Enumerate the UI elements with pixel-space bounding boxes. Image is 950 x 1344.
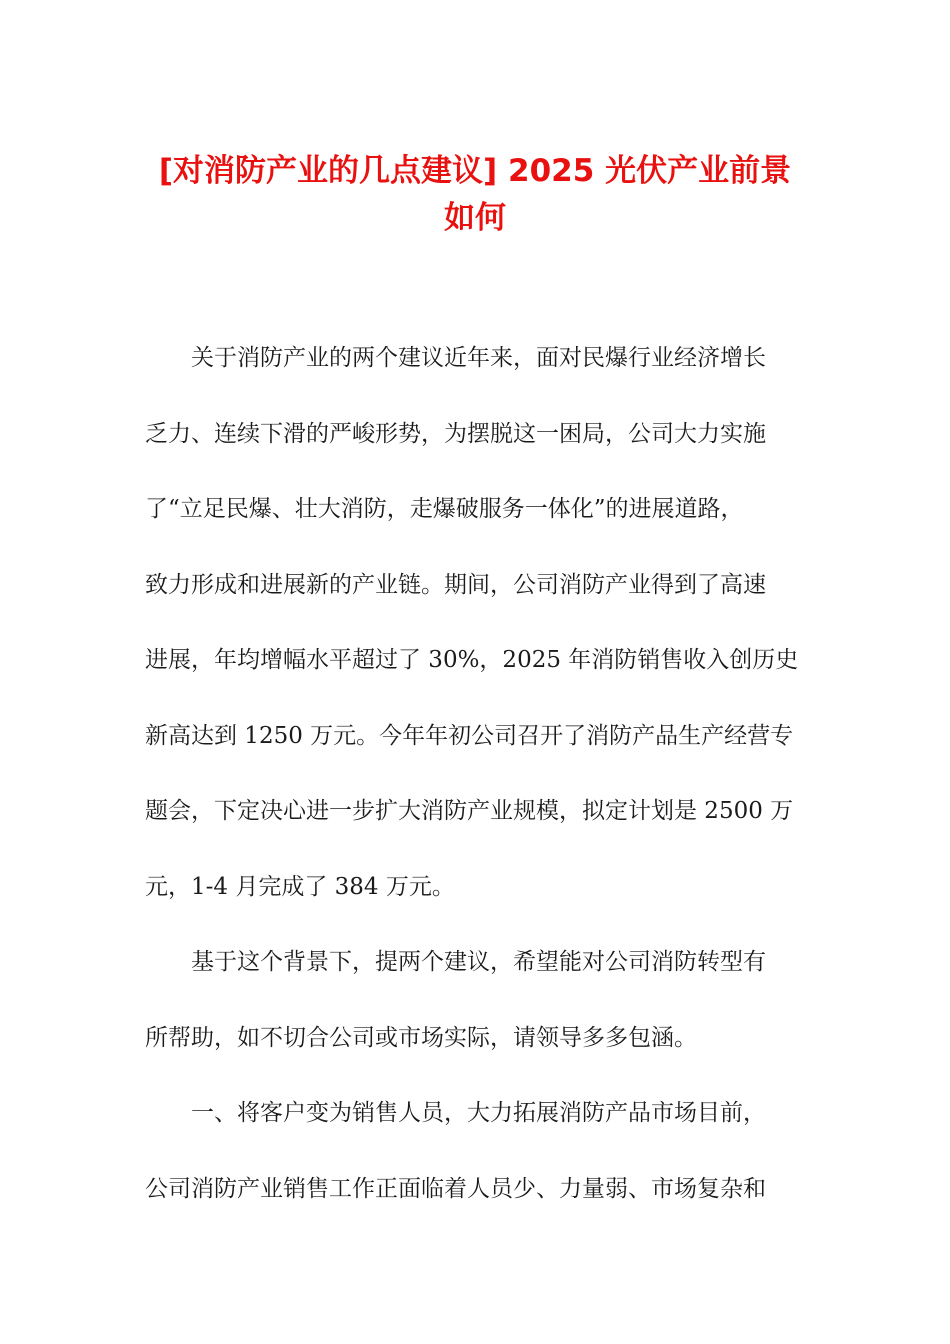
document-body	[145, 321, 805, 1227]
paragraph-2	[145, 925, 805, 1076]
paragraph-1	[145, 321, 805, 925]
paragraph-line: 公司消防产业销售工作正面临着人员少、力量弱、市场复杂和	[145, 1175, 766, 1202]
paragraph-line: 所帮助，如不切合公司或市场实际，请领导多多包涵。	[145, 1024, 697, 1051]
paragraph-line: 题会，下定决心进一步扩大消防产业规模，拟定计划是 2500 万	[145, 798, 794, 824]
paragraph-line: 乏力、连续下滑的严峻形势，为摆脱这一困局，公司大力实施	[145, 420, 766, 447]
paragraph-3	[145, 1076, 805, 1227]
paragraph-line: 基于这个背景下，提两个建议，希望能对公司消防转型有	[191, 949, 766, 975]
paragraph-line: 元，1-4 月完成了 384 万元。	[145, 873, 455, 900]
paragraph-line: 进展，年均增幅水平超过了 30%，2025 年消防销售收入创历史	[145, 647, 799, 673]
title-line-1: [对消防产业的几点建议] 2025 光伏产业前景	[158, 153, 792, 189]
paragraph-line: 一、将客户变为销售人员，大力拓展消防产品市场目前，	[191, 1100, 766, 1126]
paragraph-line: 了“立足民爆、壮大消防，走爆破服务一体化”的进展道路，	[145, 496, 744, 522]
paragraph-line: 关于消防产业的两个建议近年来，面对民爆行业经济增长	[191, 345, 766, 371]
paragraph-line: 新高达到 1250 万元。今年年初公司召开了消防产品生产经营专	[145, 722, 794, 749]
title-line-2: 如何	[444, 200, 506, 236]
paragraph-line: 致力形成和进展新的产业链。期间，公司消防产业得到了高速	[145, 571, 766, 598]
document-title	[140, 148, 810, 242]
